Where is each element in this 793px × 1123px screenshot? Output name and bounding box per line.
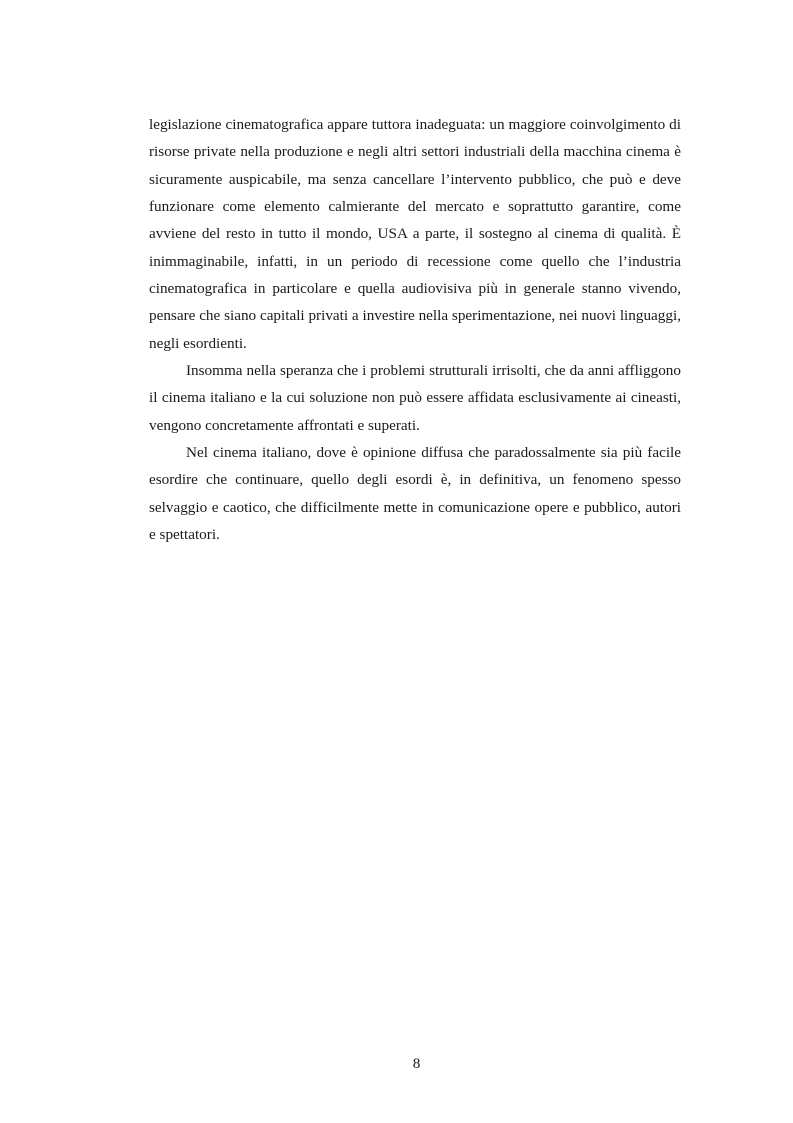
paragraph-continuation: legislazione cinematografica appare tuttora inadeguata: un maggiore coinvolgimento di risorse private nella produzione e negli altri settori industriali della macchina cinema è sicuramente auspicabile, ma senza cancellare l’intervento pubblico, che può e deve funzionare come elemento calmierante del mercato e soprattutto garantire, come avviene del resto in tutto il mondo, USA a parte, il sostegno al cinema di qualità. È inimmaginabile, infatti, in un periodo di recessione come quello che l’industria cinematografica in particolare e quella audiovisiva più in generale stanno vivendo, pensare che siano capitali privati a investire nella sperimentazione, nei nuovi linguaggi, negli esordienti. <box>149 116 681 352</box>
body-text <box>149 111 681 549</box>
paragraph-nel-cinema: Nel cinema italiano, dove è opinione diffusa che paradossalmente sia più facile esordire che continuare, quello degli esordi è, in definitiva, un fenomeno spesso selvaggio e caotico, che difficilmente mette in comunicazione opere e pubblico, autori e spettatori. <box>149 444 681 544</box>
paragraph-insomma: Insomma nella speranza che i problemi strutturali irrisolti, che da anni affliggono il cinema italiano e la cui soluzione non può essere affidata esclusivamente ai cineasti, vengono concretamente affrontati e superati. <box>149 362 681 434</box>
page-number: 8 <box>412 1055 421 1072</box>
